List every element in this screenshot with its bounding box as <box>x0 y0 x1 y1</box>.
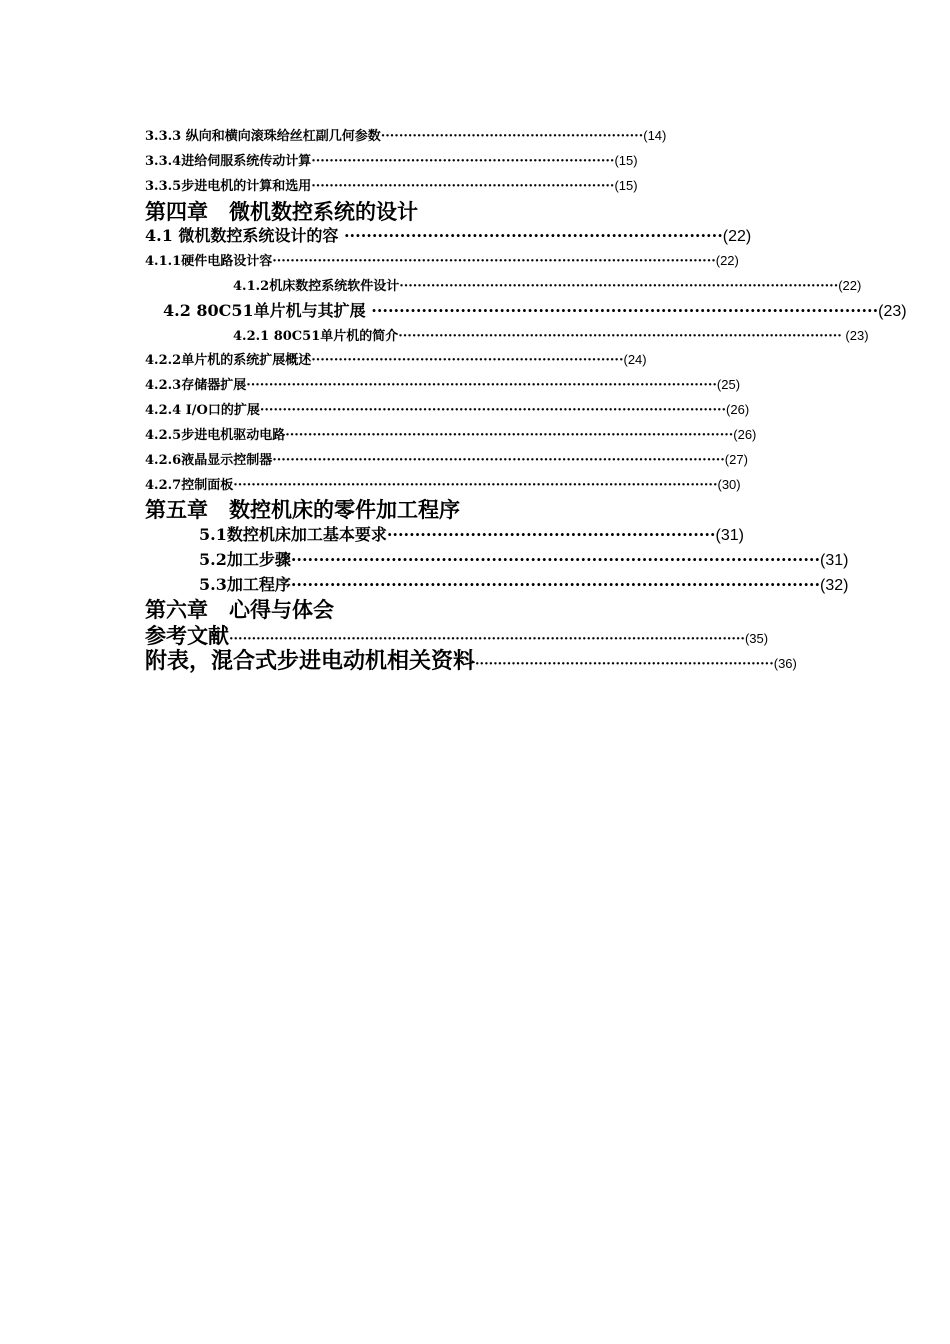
toc-entry-title: 3.3.3 纵向和横向滚珠给丝杠副几何参数 <box>145 129 381 144</box>
toc-page-number: (35) <box>744 631 769 646</box>
toc-entry[interactable] <box>145 650 797 672</box>
toc-leader-dots: ··································································································· <box>285 428 734 443</box>
toc-entry[interactable] <box>145 179 638 193</box>
toc-leader-dots: ·························································· <box>380 129 644 144</box>
toc-page-number: (31) <box>820 552 849 569</box>
toc-entry-title: 4.2 80C51单片机与其扩展 <box>163 301 372 320</box>
toc-entry-title: 4.2.5步进电机驱动电路 <box>145 428 286 443</box>
toc-page-number: (36) <box>773 656 797 671</box>
toc-entry-title: 4.2.4 I/O口的扩展 <box>145 403 260 418</box>
toc-entry-title: 4.2.7控制面板 <box>145 478 234 493</box>
toc-leader-dots: ··································································· <box>311 179 615 194</box>
toc-entry[interactable] <box>199 552 848 569</box>
toc-entry[interactable] <box>233 329 869 343</box>
toc-leader-dots: ··········································································································· <box>233 478 718 493</box>
toc-page-number: (22) <box>722 228 752 245</box>
toc-page-number: (22) <box>715 253 739 268</box>
toc-leader-dots: ······································································································· <box>259 403 727 418</box>
toc-leader-dots: ······························································································· <box>290 575 821 594</box>
toc-entry[interactable] <box>199 527 744 544</box>
toc-leader-dots: ····································································· <box>311 353 624 368</box>
toc-leader-dots: ································································································· <box>399 279 839 294</box>
toc-page-number: (26) <box>726 402 750 417</box>
toc-page-number: (30) <box>717 477 741 492</box>
toc-entry[interactable] <box>145 154 638 168</box>
toc-chapter-title: 第五章 数控机床的零件加工程序 <box>145 497 460 522</box>
toc-leader-dots: ··························································· <box>386 525 716 544</box>
toc-leader-dots: ·················································································································· <box>229 632 745 647</box>
toc-entry-title: 3.3.4进给伺服系统传动计算 <box>145 154 312 169</box>
toc-chapter-heading[interactable] <box>145 499 460 520</box>
toc-chapter-title: 第六章 心得与体会 <box>145 597 334 622</box>
toc-leader-dots: ······························································································· <box>290 550 821 569</box>
toc-entry-title: 参考文献 <box>145 623 229 648</box>
toc-entry-title: 5.2加工步骤 <box>199 550 291 569</box>
toc-entry-title: 4.2.2单片机的系统扩展概述 <box>145 353 312 368</box>
toc-entry-title: 3.3.5步进电机的计算和选用 <box>145 179 312 194</box>
toc-entry-title: 5.3加工程序 <box>199 575 291 594</box>
toc-entry[interactable] <box>145 625 768 646</box>
toc-entry[interactable] <box>145 353 647 367</box>
toc-entry[interactable] <box>233 279 861 293</box>
toc-entry-title: 4.1.1硬件电路设计容 <box>145 254 273 269</box>
toc-leader-dots: ·································································································· <box>398 329 842 344</box>
toc-entry[interactable] <box>145 378 740 392</box>
toc-entry-title: 4.2.3存储器扩展 <box>145 378 247 393</box>
toc-entry[interactable] <box>145 228 751 245</box>
toc-entry[interactable] <box>145 254 739 268</box>
toc-entry[interactable] <box>145 428 756 442</box>
toc-leader-dots: ·································································································· <box>272 254 716 269</box>
toc-entry-title: 4.2.1 80C51单片机的简介 <box>233 329 399 344</box>
toc-entry[interactable] <box>145 478 741 492</box>
toc-chapter-heading[interactable] <box>145 599 334 620</box>
toc-page-number: (26) <box>733 427 757 442</box>
toc-page-number: (23) <box>878 303 907 320</box>
toc-entry[interactable] <box>145 403 749 417</box>
toc-page-number: (27) <box>724 452 748 467</box>
toc-leader-dots: ········································································································ <box>246 378 717 393</box>
toc-leader-dots: ··························································································· <box>371 301 879 320</box>
toc-entry-title: 附表，混合式步进电动机相关资料 <box>145 648 476 674</box>
toc-leader-dots: ·································································· <box>475 657 774 672</box>
toc-entry[interactable] <box>145 129 666 143</box>
toc-page-number: (32) <box>820 577 849 594</box>
toc-entry[interactable] <box>163 303 907 320</box>
toc-entry-title: 4.2.6液晶显示控制器 <box>145 453 273 468</box>
toc-page-number: (15) <box>614 153 638 168</box>
toc-page-number: (25) <box>716 377 741 392</box>
toc-chapter-heading[interactable] <box>145 201 418 222</box>
toc-leader-dots: ··································································· <box>311 154 615 169</box>
toc-entry[interactable] <box>145 453 748 467</box>
toc-page-number: (14) <box>643 128 667 143</box>
toc-page-number: (24) <box>623 352 647 367</box>
toc-entry-title: 4.1.2机床数控系统软件设计 <box>233 279 400 294</box>
toc-leader-dots: ···································································· <box>343 226 723 245</box>
toc-page-number: (15) <box>614 178 638 193</box>
toc-page-number: (22) <box>838 278 862 293</box>
toc-entry-title: 5.1数控机床加工基本要求 <box>199 525 387 544</box>
toc-entry-title: 4.1 微机数控系统设计的容 <box>145 226 344 245</box>
toc-entry[interactable] <box>199 577 848 594</box>
toc-leader-dots: ···································································································· <box>272 453 725 468</box>
toc-page-number: (23) <box>841 328 869 343</box>
toc-chapter-title: 第四章 微机数控系统的设计 <box>145 199 418 224</box>
toc-page-number: (31) <box>715 527 744 544</box>
